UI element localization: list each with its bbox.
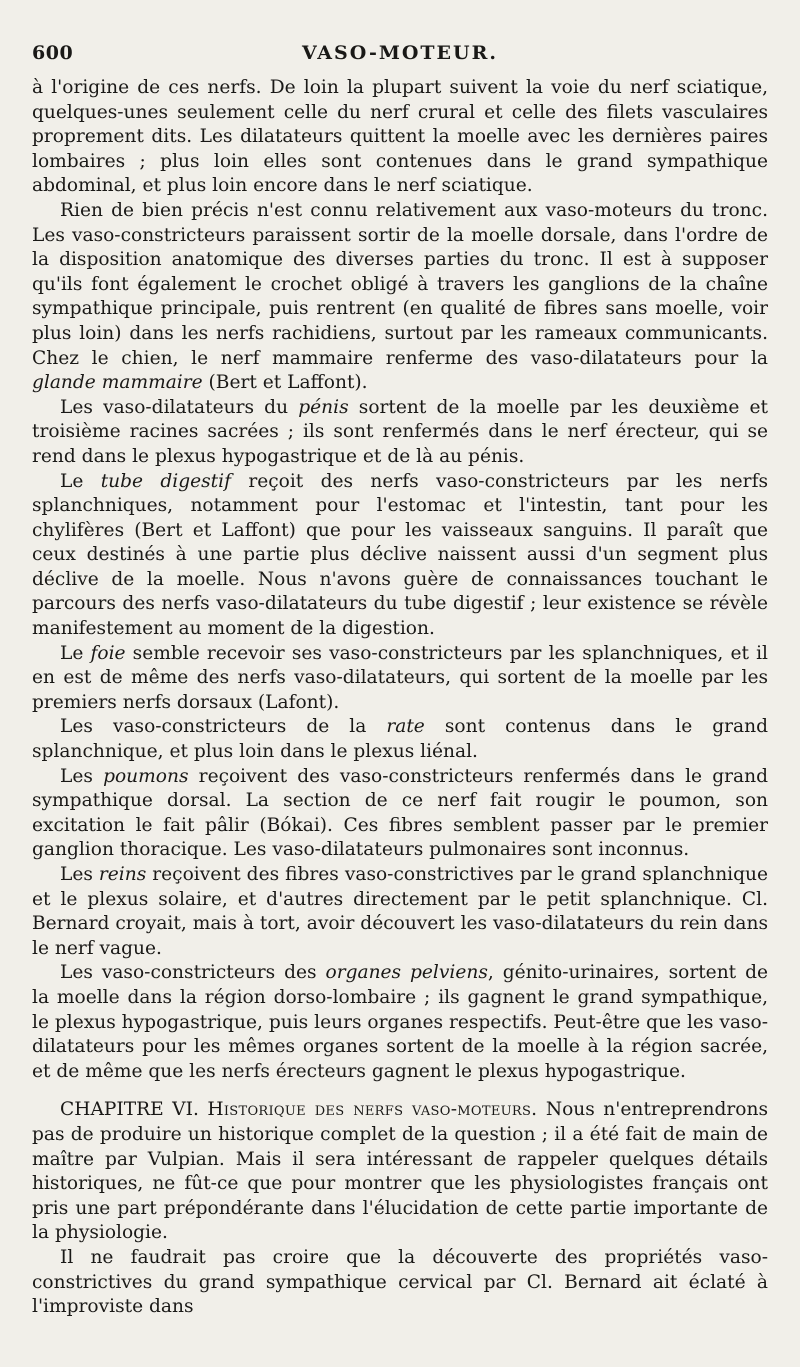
paragraph-text: sont contenus dans le grand splanchnique, et plus loin dans le plexus liénal.	[32, 716, 768, 763]
paragraph-text: Il ne faudrait pas croire que la découverte des propriétés vaso-constrictives du grand sympathique cervical par Cl. Bernard ait éclaté à l'improviste dans	[32, 1246, 768, 1318]
page-body	[32, 76, 768, 1320]
paragraph-text: , génito-urinaires, sortent de la moelle dans la région dorso-lombaire ; ils gagnent le grand sympathique, le plexus hypogastrique, puis leurs organes respectifs. Peut-être que les vaso-dilatateurs pour les mêmes organes sortent de la moelle à la région sacrée, et de même que les nerfs érecteurs gagnent le plexus hypogastrique.	[32, 962, 768, 1082]
paragraph-7	[32, 765, 768, 863]
paragraph-text: (Bert et Laffont).	[202, 372, 368, 394]
paragraph-text: Nous n'entreprendrons pas de produire un historique complet de la question ; il a été fait de main de maître par Vulpian. Mais il sera intéressant de rappeler quelques détails historiques, ne fût-ce que pour montrer que les physiologistes français ont pris une part prépondérante dans l'élucidation de cette partie importante de la physiologie.	[32, 1099, 768, 1244]
chapter-title: Historique des nerfs vaso-moteurs.	[207, 1099, 538, 1121]
paragraph-text: Les	[60, 864, 99, 885]
paragraph-text: reçoit des nerfs vaso-constricteurs par les nerfs splanchniques, notamment pour l'estomac et l'intestin, tant pour les chylifères (Bert et Laffont) que pour les vaisseaux sanguins. Il paraît que ceux destinés à une partie plus déclive naissent aussi d'un segment plus déclive de la moelle. Nous n'avons guère de connaissances touchant le parcours des nerfs vaso-dilatateurs du tube digestif ; leur existence se révèle manifestement au moment de la digestion.	[32, 470, 768, 640]
emphasis: rate	[386, 716, 425, 738]
paragraph-text: sortent de la moelle par les deuxième et troisième racines sacrées ; ils sont renfermés dans le nerf érecteur, qui se rend dans le plexus hypogastrique et de là au pénis.	[32, 396, 769, 467]
paragraph-text: Les	[60, 765, 104, 787]
paragraph-6	[32, 715, 768, 764]
paragraph-2	[32, 199, 768, 396]
paragraph-4	[32, 470, 768, 642]
paragraph-text: Le	[60, 470, 101, 492]
paragraph-text: Les vaso-dilatateurs du	[60, 396, 299, 418]
paragraph-text: à l'origine de ces nerfs. De loin la plupart suivent la voie du nerf sciatique, quelques-unes seulement celle du nerf crural et celle des filets vasculaires proprement dits. Les dilatateurs quittent la moelle avec les dernières paires lombaires ; plus loin elles sont contenues dans le grand sympathique abdominal, et plus loin encore dans le nerf sciatique.	[32, 77, 768, 197]
paragraph-8	[32, 863, 768, 961]
emphasis: foie	[90, 642, 126, 664]
chapter-paragraph	[32, 1098, 768, 1246]
paragraph-text: Rien de bien précis n'est connu relativement aux vaso-moteurs du tronc. Les vaso-constricteurs paraissent sortir de la moelle dorsale, dans l'ordre de la disposition anatomique des diverses parties du tronc. Il est à supposer qu'ils font également le crochet obligé à travers les ganglions de la chaîne sympathique principale, puis rentrent (en qualité de fibres sans moelle, voir plus loin) dans les nerfs rachidiens, surtout par les rameaux communicants. Chez le chien, le nerf mammaire renferme des vaso-dilatateurs pour la	[32, 199, 768, 369]
paragraph-1	[32, 76, 768, 199]
emphasis: reins	[98, 864, 147, 885]
paragraph-text: Les vaso-constricteurs des	[60, 962, 326, 984]
chapter-label: CHAPITRE VI.	[60, 1099, 199, 1121]
emphasis: tube digestif	[100, 470, 231, 492]
paragraph-text: semble recevoir ses vaso-constricteurs par les splanchniques, et il en est de même des nerfs vaso-dilatateurs, qui sortent de la moelle par les premiers nerfs dorsaux (Lafont).	[32, 642, 768, 713]
page-header	[32, 42, 768, 68]
paragraph-11	[32, 1246, 768, 1320]
running-title: VASO-MOTEUR.	[301, 42, 499, 64]
paragraph-9	[32, 961, 768, 1084]
paragraph-text: reçoivent des fibres vaso-constrictives par le grand splanchnique et le plexus solaire, et d'autres directement par le petit splanchnique. Cl. Bernard croyait, mais à tort, avoir découvert les vaso-dilatateurs du rein dans le nerf vague.	[32, 864, 768, 959]
emphasis: poumons	[103, 765, 189, 787]
emphasis: organes pelviens	[325, 962, 488, 984]
paragraph-3	[32, 396, 768, 470]
paragraph-5	[32, 642, 768, 716]
paragraph-text: reçoivent des vaso-constricteurs renfermés dans le grand sympathique dorsal. La section de ce nerf fait rougir le poumon, son excitation le fait pâlir (Bókai). Ces fibres semblent passer par le premier ganglion thoracique. Les vaso-dilatateurs pulmonaires sont inconnus.	[32, 765, 768, 861]
emphasis: glande mammaire	[32, 372, 203, 394]
paragraph-text: Le	[60, 642, 91, 664]
emphasis: pénis	[298, 396, 349, 418]
paragraph-text: Les vaso-constricteurs de la	[60, 716, 387, 738]
page-number: 600	[32, 42, 74, 64]
